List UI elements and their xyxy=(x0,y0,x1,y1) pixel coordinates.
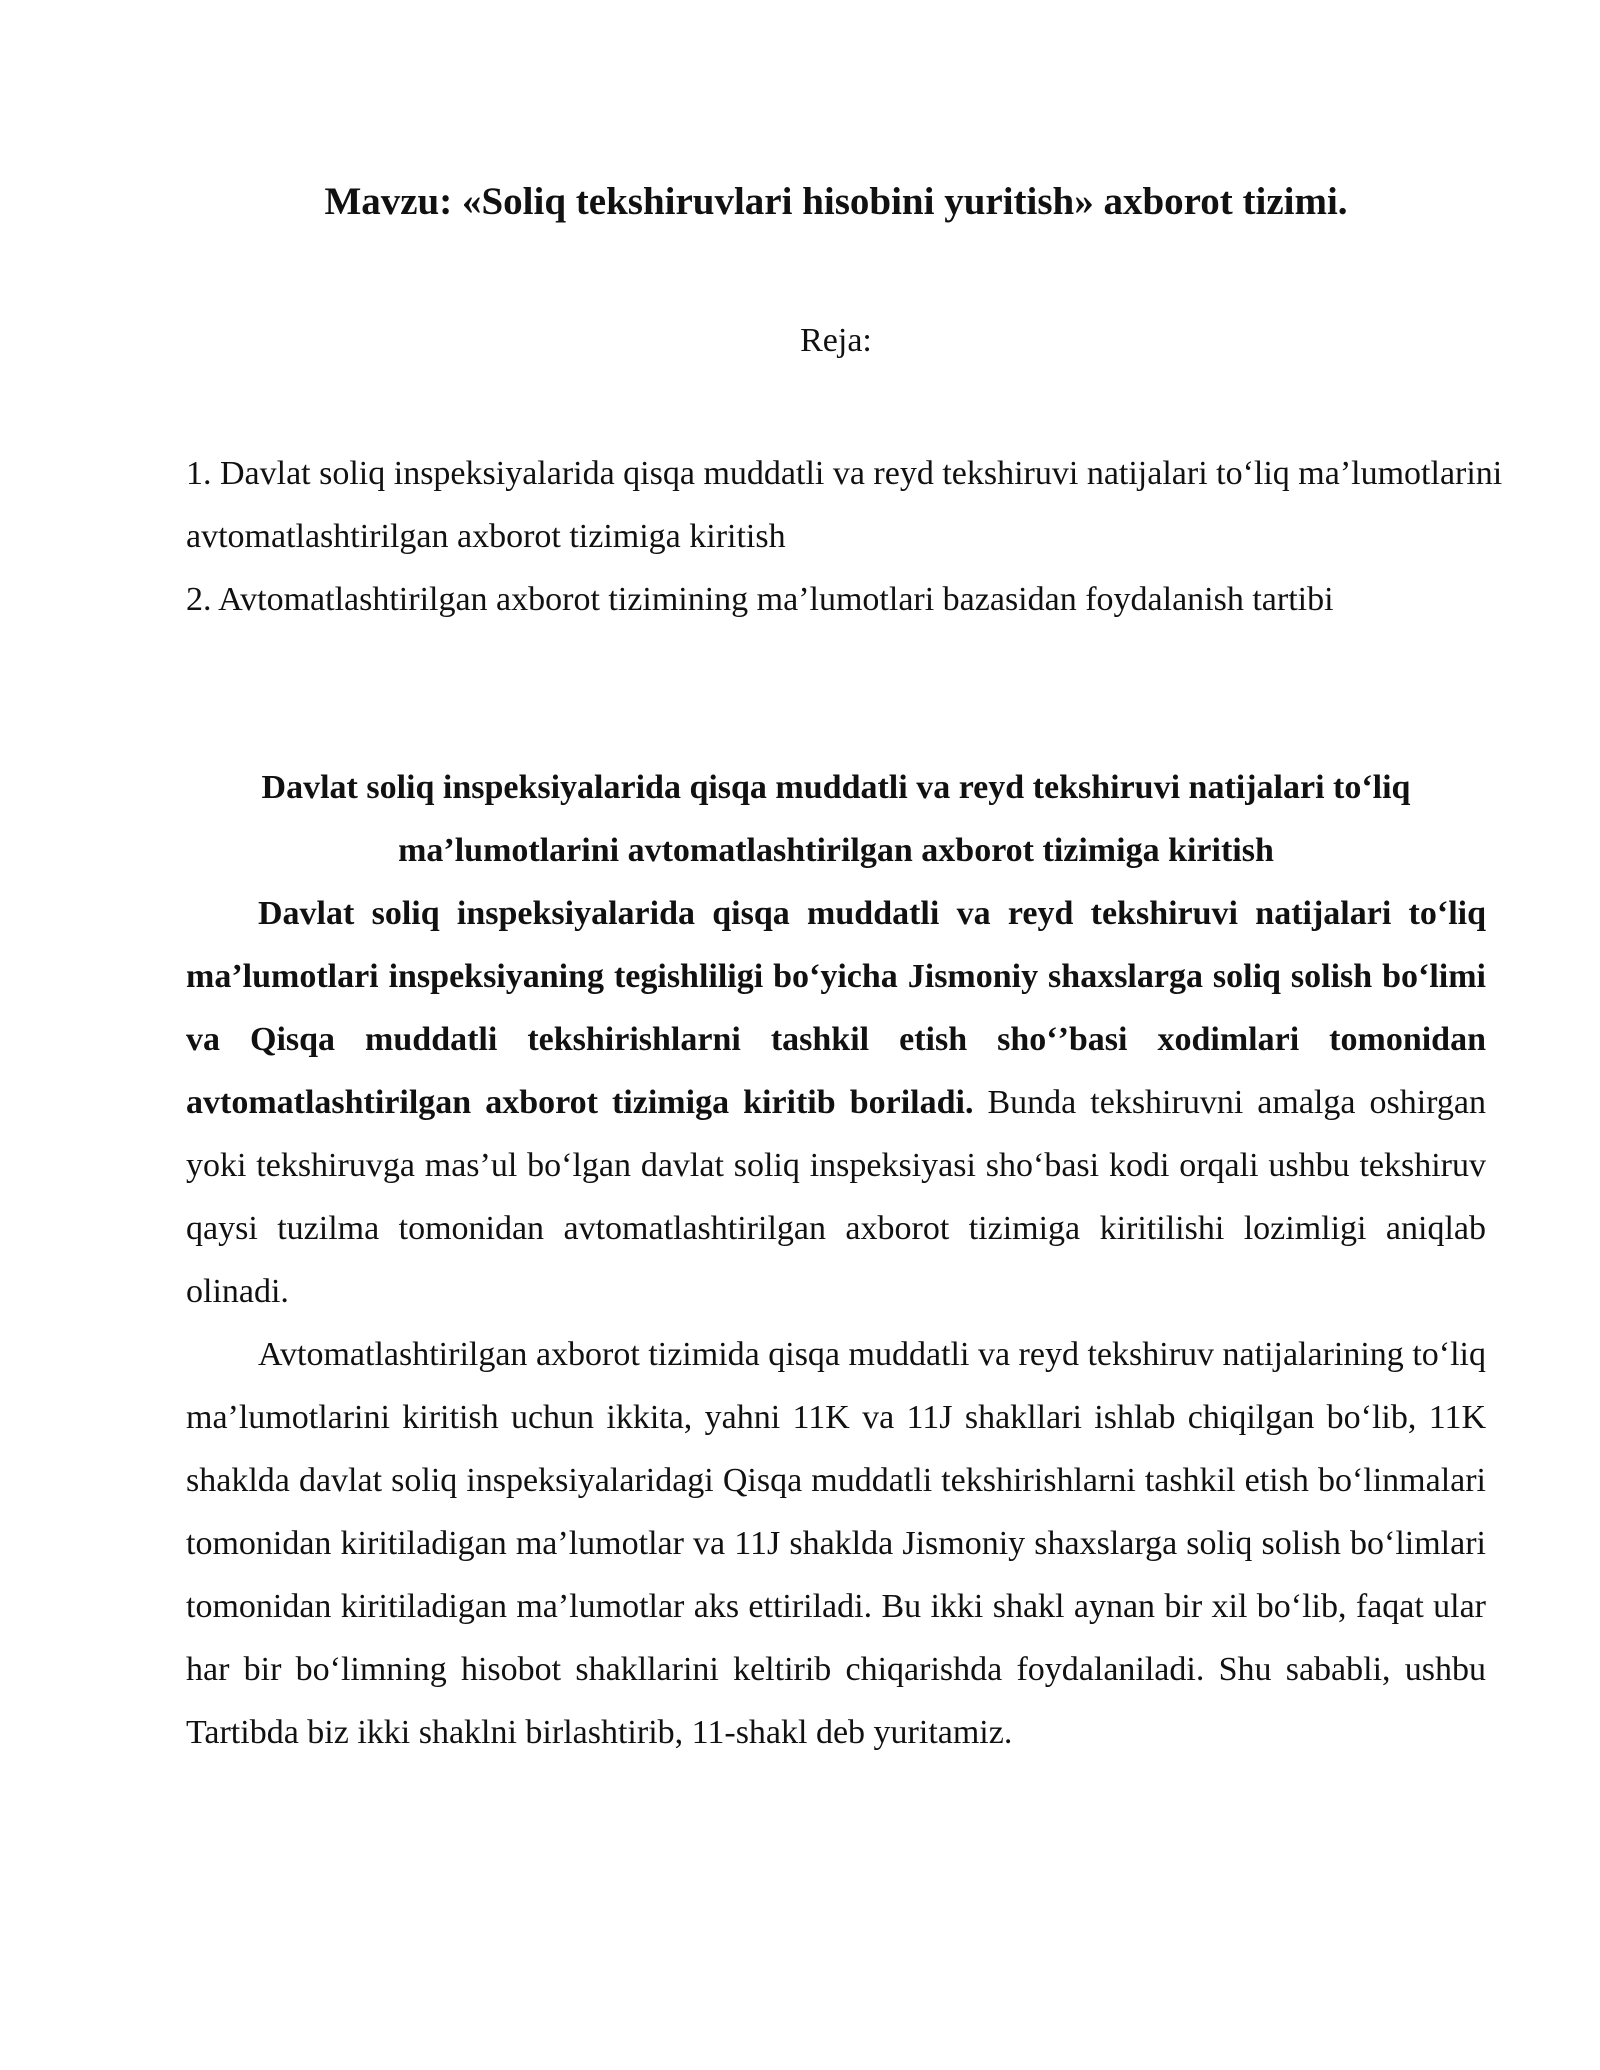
plan-list xyxy=(186,442,1506,631)
plan-item-1: 1. Davlat soliq inspeksiyalarida qisqa muddatli va reyd tekshiruvi natijalari to‘liq ma’lumotlarini avtomatlashtirilgan axborot tizimiga kiritish xyxy=(186,455,1503,555)
paragraph-1-bold: Davlat soliq inspeksiyalarida qisqa muddatli va reyd tekshiruvi natijalari to‘liq ma’lumotlari inspeksiyaning tegishliligi bo‘yicha Jismoniy shaxslarga soliq solish bo‘limi va Qisqa muddatli tekshirishlarni tashkil etish sho‘’basi xodimlari tomonidan avtomatlashtirilgan axborot tizimiga kiritib boriladi. xyxy=(186,895,1486,1121)
document-title: Mavzu: «Soliq tekshiruvlari hisobini yuritish» axborot tizimi. xyxy=(324,180,1348,223)
plan-heading: Reja: xyxy=(800,322,872,359)
section-heading: Davlat soliq inspeksiyalarida qisqa muddatli va reyd tekshiruvi natijalari to‘liq ma’lumotlarini avtomatlashtirilgan axborot tizimiga kiritish xyxy=(261,769,1411,869)
plan-item-2: 2. Avtomatlashtirilgan axborot tizimining ma’lumotlari bazasidan foydalanish tartibi xyxy=(186,581,1334,618)
paragraph-1 xyxy=(186,882,1486,1323)
paragraph-1-rest: Bunda tekshiruvni amalga oshirgan yoki tekshiruvga mas’ul bo‘lgan davlat soliq inspeksiyasi sho‘basi kodi orqali ushbu tekshiruv qaysi tuzilma tomonidan avtomatlashtirilgan axborot tizimiga kiritilishi lozimligi aniqlab olinadi. xyxy=(186,1084,1486,1310)
paragraph-2: Avtomatlashtirilgan axborot tizimida qisqa muddatli va reyd tekshiruv natijalarining to‘liq ma’lumotlarini kiritish uchun ikkita, yahni 11K va 11J shakllari ishlab chiqilgan bo‘lib, 11K shaklda davlat soliq inspeksiyalaridagi Qisqa muddatli tekshirishlarni tashkil etish bo‘linmalari tomonidan kiritiladigan ma’lumotlar va 11J shaklda Jismoniy shaxslarga soliq solish bo‘limlari tomonidan kiritiladigan ma’lumotlar aks ettiriladi. Bu ikki shakl aynan bir xil bo‘lib, faqat ular har bir bo‘limning hisobot shakllarini keltirib chiqarishda foydalaniladi. Shu sababli, ushbu Tartibda biz ikki shaklni birlashtirib, 11-shakl deb yuritamiz. xyxy=(186,1336,1486,1751)
